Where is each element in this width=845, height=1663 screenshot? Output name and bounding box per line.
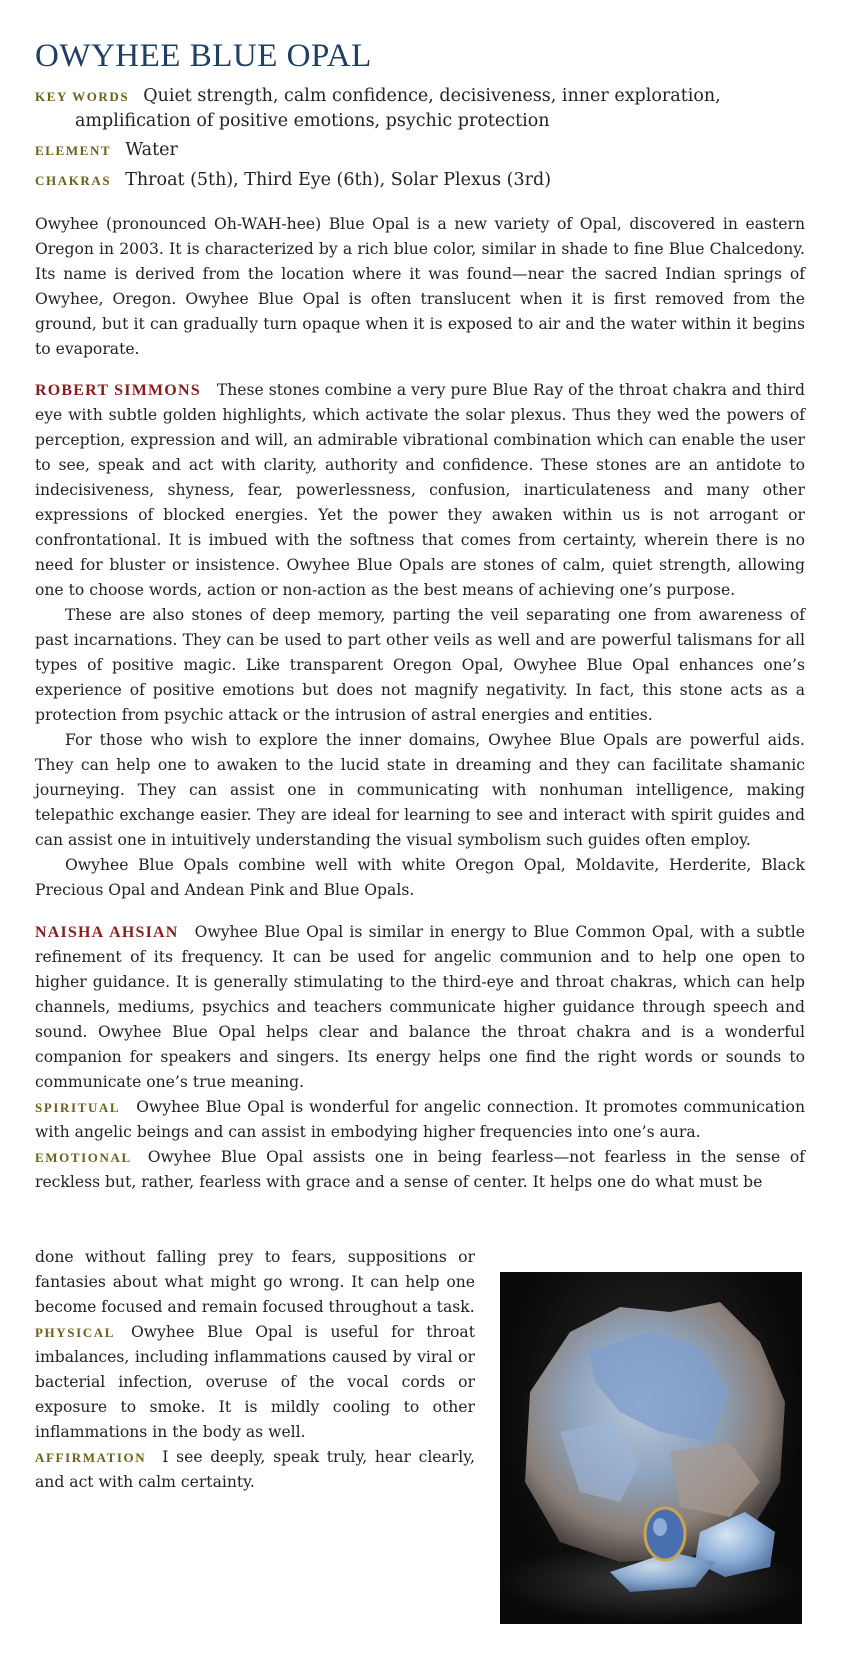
element-value: Water [125, 140, 178, 160]
emotional-text-a: Owyhee Blue Opal assists one in being fearless—not fearless in the sense of reckless but, rather, fearless with grace and a sense of center. It helps one do what must be [35, 1148, 805, 1191]
keywords-value: Quiet strength, calm confidence, decisiveness, inner exploration, amplification of positive emotions, psychic protection [75, 86, 721, 131]
simmons-paragraph-4: Owyhee Blue Opals combine well with white Oregon Opal, Moldavite, Herderite, Black Precious Opal and Andean Pink and Blue Opals. [35, 856, 805, 899]
opal-stone-photo [500, 1272, 802, 1624]
affirmation-text: I see deeply, speak truly, hear clearly, and act with calm certainty. [35, 1448, 475, 1491]
chakras-value: Throat (5th), Third Eye (6th), Solar Plexus (3rd) [125, 170, 552, 190]
keywords-row [35, 84, 835, 134]
spiritual-label: SPIRITUAL [35, 1100, 121, 1115]
ahsian-narrow-section [35, 1245, 475, 1495]
physical-text: Owyhee Blue Opal is useful for throat imbalances, including inflammations caused by viral or bacterial infection, overuse of the vocal cords or exposure to smoke. It is mildly cooling to other inflammations in the body as well. [35, 1323, 475, 1441]
chakras-row [35, 168, 795, 193]
ahsian-paragraph-1: Owyhee Blue Opal is similar in energy to Blue Common Opal, with a subtle refinement of its frequency. It can be used for angelic communion and to help one open to higher guidance. It is generally stimulating to the third-eye and throat chakras, which can help channels, mediums, psychics and teachers communicate higher guidance through speech and sound. Owyhee Blue Opal helps clear and balance the throat chakra and is a wonderful companion for speakers and singers. Its energy helps one find the right words or sounds to communicate one’s true meaning. [35, 923, 805, 1091]
element-row [35, 138, 795, 163]
simmons-section [35, 378, 805, 903]
intro-paragraph: Owyhee (pronounced Oh-WAH-hee) Blue Opal is a new variety of Opal, discovered in eastern Oregon in 2003. It is characterized by a rich blue color, similar in shade to fine Blue Chalcedony. Its name is derived from the location where it was found—near the sacred Indian springs of Owyhee, Oregon. Owyhee Blue Opal is often translucent when it is first removed from the ground, but it can gradually turn opaque when it is exposed to air and the water within it begins to evaporate. [35, 215, 805, 358]
emotional-label: EMOTIONAL [35, 1150, 132, 1165]
element-label: ELEMENT [35, 143, 112, 158]
affirmation-label: AFFIRMATION [35, 1450, 147, 1465]
page-title: OWYHEE BLUE OPAL [35, 38, 372, 74]
spiritual-text: Owyhee Blue Opal is wonderful for angelic connection. It promotes communication with angelic beings and can assist in embodying higher frequencies into one’s aura. [35, 1098, 805, 1141]
ahsian-section [35, 920, 805, 1195]
ahsian-author: NAISHA AHSIAN [35, 924, 179, 941]
simmons-author: ROBERT SIMMONS [35, 382, 201, 399]
physical-label: PHYSICAL [35, 1325, 115, 1340]
chakras-label: CHAKRAS [35, 173, 112, 188]
simmons-paragraph-3: For those who wish to explore the inner domains, Owyhee Blue Opals are powerful aids. They can help one to awaken to the lucid state in dreaming and they can facilitate shamanic journeying. They can assist one in communicating with nonhuman intelligence, making telepathic exchange easier. They are ideal for learning to see and interact with spirit guides and can assist one in intuitively understanding the visual symbolism such guides often employ. [35, 731, 805, 849]
opal-stone-illustration [500, 1272, 802, 1624]
simmons-paragraph-1: These stones combine a very pure Blue Ray of the throat chakra and third eye with subtle golden highlights, which activate the solar plexus. Thus they wed the powers of perception, expression and will, an admirable vibrational combination which can enable the user to see, speak and act with clarity, authority and confidence. These stones are an antidote to indecisiveness, shyness, fear, powerlessness, confusion, inarticulateness and many other expressions of blocked energies. Yet the power they awaken within us is not arrogant or confrontational. It is imbued with the softness that comes from certainty, wherein there is no need for bluster or insistence. Owyhee Blue Opals are stones of calm, quiet strength, allowing one to choose words, action or non-action as the best means of achieving one’s purpose. [35, 381, 805, 599]
keywords-label: KEY WORDS [35, 89, 130, 104]
simmons-paragraph-2: These are also stones of deep memory, parting the veil separating one from awareness of past incarnations. They can be used to part other veils as well and are powerful talismans for all types of positive magic. Like transparent Oregon Opal, Owyhee Blue Opal enhances one’s experience of positive emotions but does not magnify negativity. In fact, this stone acts as a protection from psychic attack or the intrusion of astral energies and entities. [35, 606, 805, 724]
emotional-text-b: done without falling prey to fears, suppositions or fantasies about what might go wrong. It can help one become focused and remain focused throughout a task. [35, 1248, 475, 1316]
